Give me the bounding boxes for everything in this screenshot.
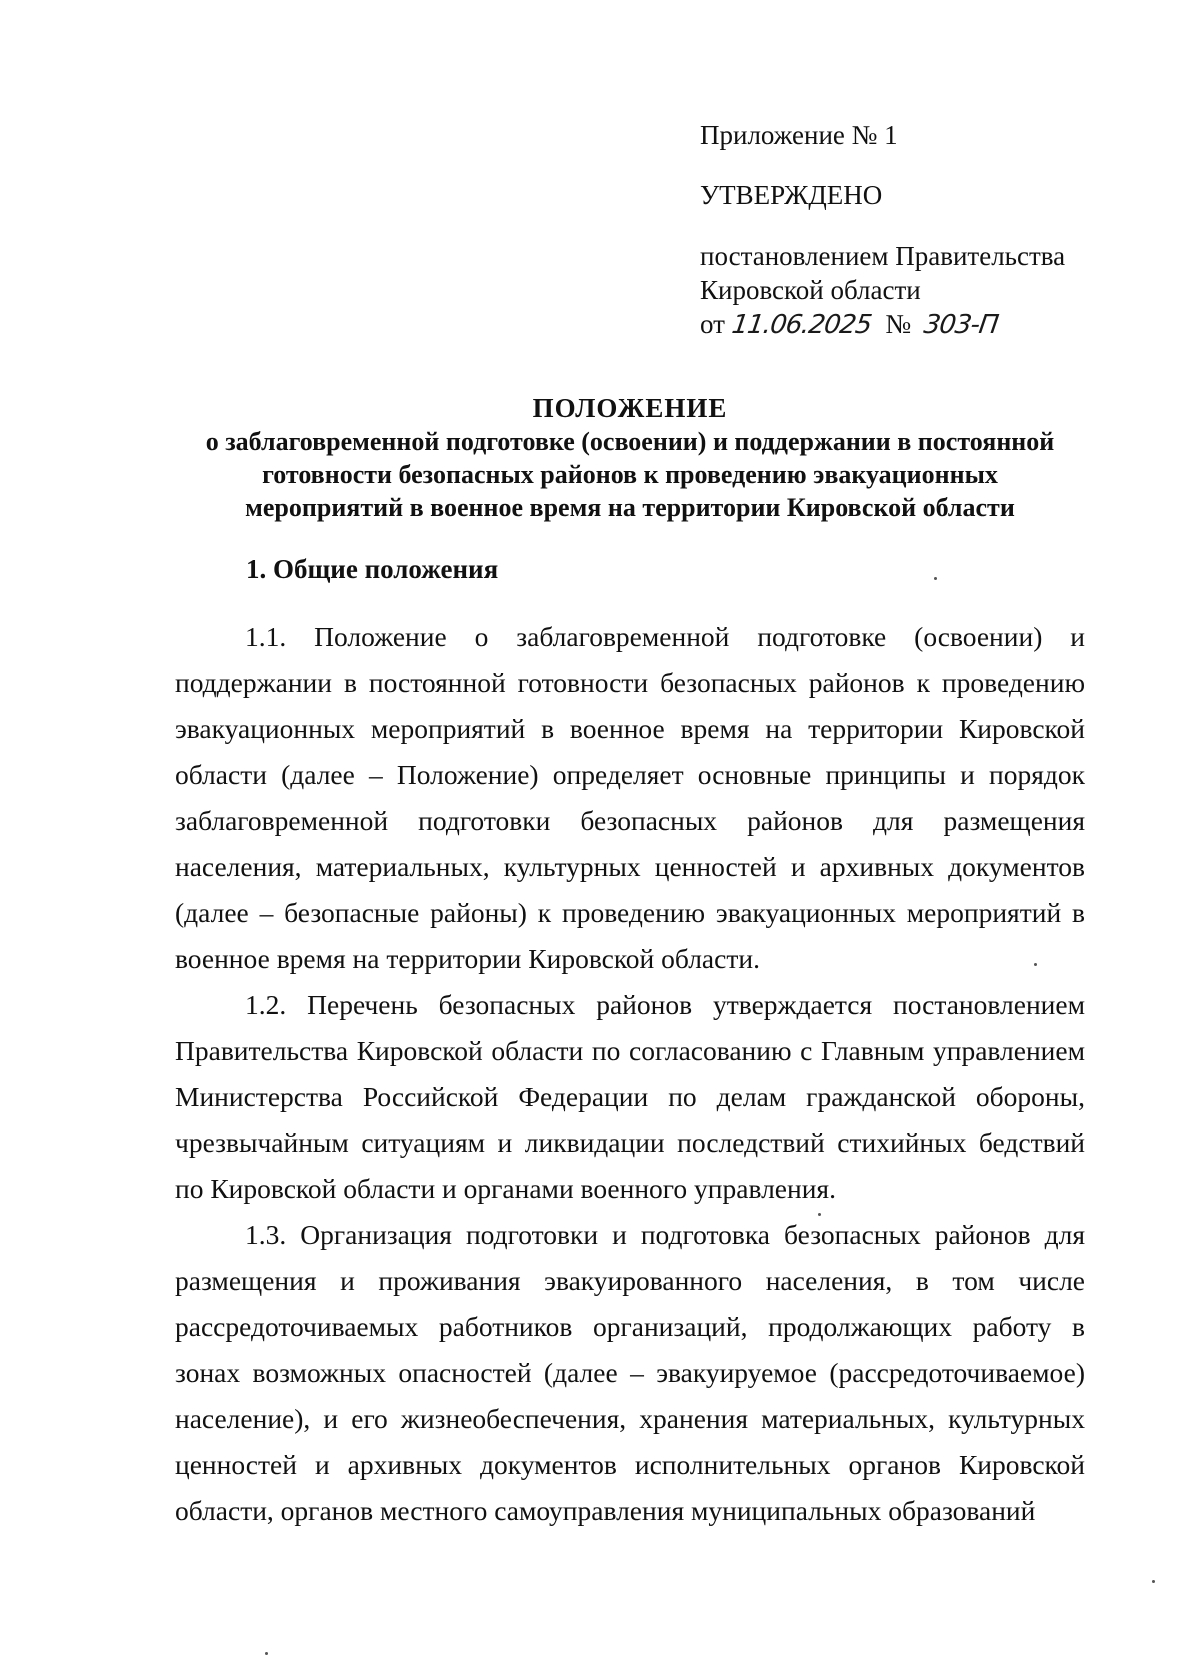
document-title: ПОЛОЖЕНИЕ: [532, 393, 728, 423]
section-body: [175, 614, 1085, 1534]
paragraph-1-3: 1.3. Организация подготовки и подготовка безопасных районов для размещения и проживания эвакуированного населения, в том числе рассредоточиваемых работников организаций, продолжающих работу в зонах возможных опасностей (далее – эвакуируемое (рассредоточиваемое) население), и его жизнеобеспечения, хранения материальных, культурных ценностей и архивных документов исполнительных органов Кировской области, органов местного самоуправления муниципальных образований: [175, 1219, 1085, 1526]
scan-speck: [1034, 963, 1037, 966]
number-sign: №: [885, 309, 912, 339]
scan-speck: [934, 577, 937, 580]
decree-line-2: Кировской области: [700, 275, 921, 305]
decree-line-1: постановлением Правительства: [700, 241, 1066, 271]
handwritten-date: 11.06.2025: [729, 310, 873, 340]
document-title-block: [150, 392, 1110, 524]
scan-speck: [818, 1213, 821, 1216]
appendix-label: Приложение № 1: [700, 120, 898, 150]
decree-date-line: [700, 307, 1065, 342]
handwritten-number: 303-П: [921, 310, 1000, 340]
approval-block: [700, 118, 1065, 342]
title-line-1: о заблаговременной подготовке (освоении) и поддержании в постоянной: [205, 427, 1055, 456]
scan-speck: [265, 1652, 268, 1655]
title-line-2: готовности безопасных районов к проведению эвакуационных: [262, 460, 998, 489]
scan-speck: [1152, 1580, 1155, 1583]
title-line-3: мероприятий в военное время на территории Кировской области: [245, 493, 1015, 522]
paragraph-1-1: 1.1. Положение о заблаговременной подготовке (освоении) и поддержании в постоянной готовности безопасных районов к проведению эвакуационных мероприятий в военное время на территории Кировской области (далее – Положение) определяет основные принципы и порядок заблаговременной подготовки безопасных районов для размещения населения, материальных, культурных ценностей и архивных документов (далее – безопасные районы) к проведению эвакуационных мероприятий в военное время на территории Кировской области.: [175, 621, 1085, 974]
date-prefix: от: [700, 309, 725, 339]
approved-label: УТВЕРЖДЕНО: [700, 180, 883, 210]
paragraph-1-2: 1.2. Перечень безопасных районов утверждается постановлением Правительства Кировской области по согласованию с Главным управлением Министерства Российской Федерации по делам гражданской обороны, чрезвычайным ситуациям и ликвидации последствий стихийных бедствий по Кировской области и органами военного управления.: [175, 989, 1085, 1204]
section-heading: 1. Общие положения: [246, 554, 499, 584]
